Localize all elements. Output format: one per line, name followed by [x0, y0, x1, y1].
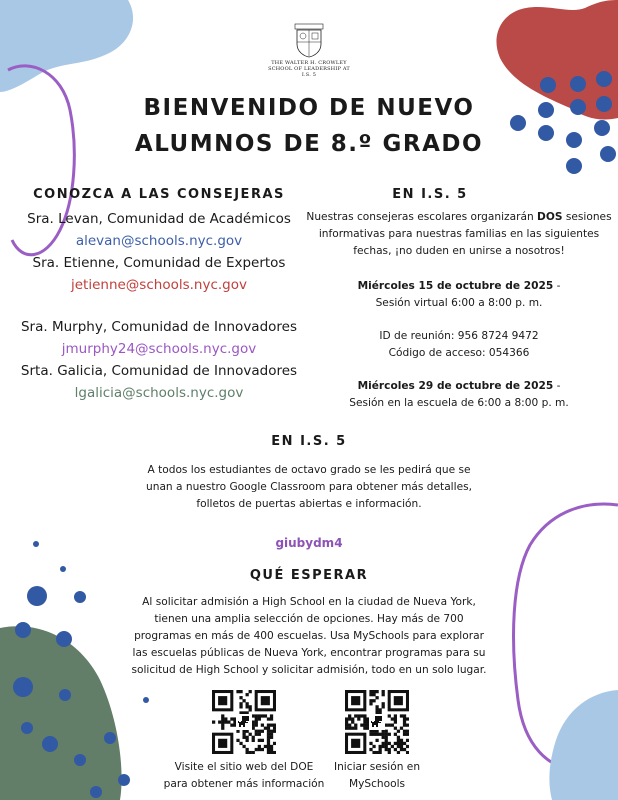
page-title [100, 90, 518, 162]
session-2-date-text: Miércoles 29 de octubre de 2025 [357, 380, 554, 392]
access-code: Código de acceso: 054366 [388, 347, 530, 359]
qr-caption-doe-line-1: Visite el sitio web del DOE [174, 761, 314, 773]
sessions-intro-line-2: informativas para nuestras familias en las siguientes [318, 228, 600, 240]
classroom-code[interactable]: giubydm4 [275, 536, 343, 550]
qr-caption-myschools-line-2: MySchools [348, 778, 406, 790]
meeting-id: ID de reunión: 956 8724 9472 [379, 330, 539, 342]
counselor-name-murphy: Sra. Murphy, Comunidad de Innovadores [20, 319, 298, 335]
sessions-heading: EN I.S. 5 [392, 187, 468, 202]
email-link-galicia[interactable]: lgalicia@schools.nyc.gov [74, 385, 244, 401]
school-logo [264, 22, 354, 78]
email-link-etienne[interactable]: jetienne@schools.nyc.gov [70, 277, 247, 293]
sessions-intro-bold: DOS [537, 211, 563, 223]
email-link-levan[interactable]: alevan@schools.nyc.gov [75, 233, 243, 249]
title-line-1: BIENVENIDO DE NUEVO [143, 95, 475, 121]
session-2-date [300, 378, 618, 395]
sessions-intro-text: Nuestras consejeras escolares organizarán [306, 211, 538, 223]
logo-line-2: SCHOOL OF LEADERSHIP AT I.S. 5 [268, 66, 350, 78]
session-2-detail: Sesión en la escuela de 6:00 a 8:00 p. m. [349, 397, 569, 409]
expect-line-2: tienen una amplia selección de opciones. Hay más de 700 [154, 613, 464, 625]
qr-caption-doe-line-2: para obtener más información [163, 778, 325, 790]
session-2-dash: - [553, 380, 561, 392]
expect-text [126, 594, 492, 679]
counselor-name-etienne: Sra. Etienne, Comunidad de Expertos [32, 255, 286, 271]
sessions-intro-text-end: sesiones [562, 211, 612, 223]
logo-line-1: THE WALTER H. CROWLEY [271, 60, 347, 66]
expect-line-5: solicitud de High School y solicitar admisión, todo en un solo lugar. [131, 664, 487, 676]
session-1-date-text: Miércoles 15 de octubre de 2025 [357, 280, 554, 292]
session-1-detail: Sesión virtual 6:00 a 8:00 p. m. [375, 297, 543, 309]
classroom-line-1: A todos los estudiantes de octavo grado se les pedirá que se [147, 464, 471, 476]
blue-blob-top-left [0, 0, 133, 92]
title-line-2: ALUMNOS DE 8.º GRADO [134, 131, 484, 157]
blue-blob-bottom-right [549, 690, 618, 800]
expect-line-1: Al solicitar admisión a High School en la ciudad de Nueva York, [142, 596, 476, 608]
classroom-line-2: unan a nuestro Google Classroom para obtener más detalles, [146, 481, 472, 493]
classroom-heading: EN I.S. 5 [271, 434, 347, 449]
qr-caption-myschools [303, 759, 451, 793]
expect-heading: QUÉ ESPERAR [249, 568, 369, 583]
counselor-name-galicia: Srta. Galicia, Comunidad de Innovadores [20, 363, 298, 379]
expect-line-4: las escuelas públicas de Nueva York, encontrar programas para su [132, 647, 486, 659]
expect-line-3: programas en más de 400 escuelas. Usa MySchools para explorar [134, 630, 484, 642]
school-crest-icon [292, 22, 326, 58]
qr-caption-myschools-line-1: Iniciar sesión en [333, 761, 421, 773]
green-blob-bottom-left [0, 626, 122, 800]
qr-code-myschools-icon[interactable] [345, 690, 409, 754]
sessions-block [300, 209, 618, 412]
session-1-date [300, 278, 618, 295]
qr-code-doe-icon[interactable] [212, 690, 276, 754]
classroom-text [120, 462, 498, 513]
sessions-intro-line-1 [300, 209, 618, 226]
counselors-heading: CONOZCA A LAS CONSEJERAS [33, 187, 285, 202]
counselor-name-levan: Sra. Levan, Comunidad de Académicos [27, 211, 291, 227]
classroom-line-3: folletos de puertas abiertas e información. [196, 498, 422, 510]
sessions-intro-line-3: fechas, ¡no duden en unirse a nosotros! [353, 245, 565, 257]
email-link-murphy[interactable]: jmurphy24@schools.nyc.gov [61, 341, 257, 357]
session-1-dash: - [553, 280, 561, 292]
counselor-list [10, 208, 308, 404]
